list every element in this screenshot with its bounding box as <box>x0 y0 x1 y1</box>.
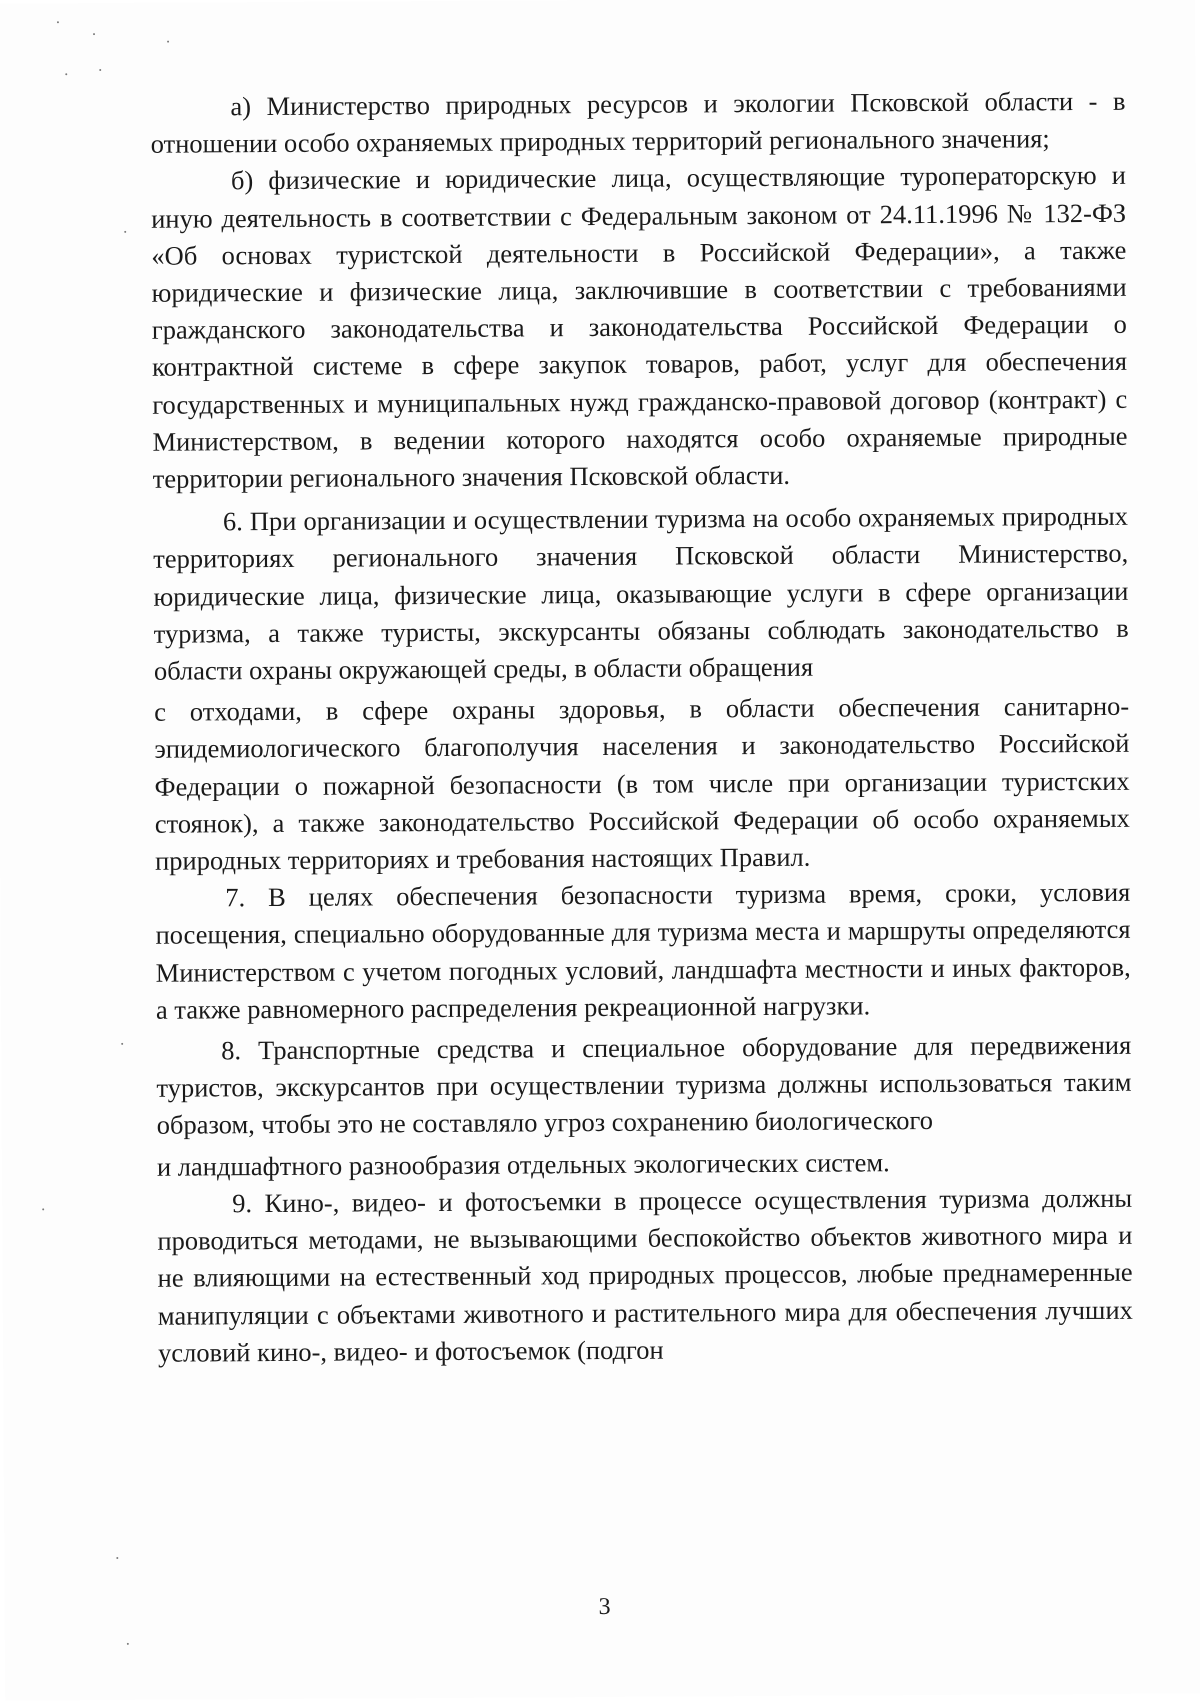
scan-speck <box>124 231 126 233</box>
paragraph-9: 9. Кино-, видео- и фотосъемки в процессе осуществления туризма должны проводиться методами, не вызывающими беспокойство объектов животного мира и не влияющими на естественный ход природных процессов, любые преднамеренные манипуляции с объектами животного и растительного мира для обеспечения лучших условий кино-, видео- и фотосъемок (подгон <box>157 1182 1133 1368</box>
scan-speck <box>127 1643 129 1645</box>
scan-speck <box>57 21 59 23</box>
paragraph-item-b: б) физические и юридические лица, осуществляющие туроператорскую и иную деятельность в соответствии с Федеральным законом от 24.11.1996 № 132-ФЗ «Об основах туристской деятельности в Российской Федерации», а также юридические и физические лица, заключившие в соответствии с требованиями гражданского законодательства и законодательства Российской Федерации о контрактной системе в сфере закупок товаров, работ, услуг для обеспечения государственных и муниципальных нужд гражданско-правовой договор (контракт) с Министерством, в ведении которого находятся особо охраняемые природные территории регионального значения Псковской области. <box>151 160 1128 494</box>
paragraph-6-continuation: с отходами, в сфере охраны здоровья, в области обеспечения санитарно-эпидемиологического благополучия населения и законодательство Российской Федерации о пожарной безопасности (в том числе при организации туристских стоянок), а также законодательство Российской Федерации об особо охраняемых природных территориях и требования настоящих Правил. <box>154 691 1130 876</box>
paragraph-7: 7. В целях обеспечения безопасности туризма время, сроки, условия посещения, специально оборудованные для туризма места и маршруты определяются Министерством с учетом погодных условий, ландшафта местности и иных факторов, а также равномерного распределения рекреационной нагрузки. <box>155 877 1131 1025</box>
paragraph-item-a: а) Министерство природных ресурсов и экологии Псковской области - в отношении особо охраняемых природных территорий регионального значения; <box>150 85 1126 159</box>
paragraph-8-continuation: и ландшафтного разнообразия отдельных экологических систем. <box>156 1146 890 1182</box>
scan-speck <box>93 33 95 35</box>
scan-speck <box>99 69 101 71</box>
scan-speck <box>116 1557 118 1559</box>
paragraph-6: 6. При организации и осуществлении туризма на особо охраняемых природных территориях регионального значения Псковской области Министерство, юридические лица, физические лица, оказывающие услуги в сфере организации туризма, а также туристы, экскурсанты обязаны соблюдать законодательство в области охраны окружающей среды, в области обращения <box>153 501 1129 686</box>
paragraph-8: 8. Транспортные средства и специальное оборудование для передвижения туристов, экскурсантов при осуществлении туризма должны использоваться таким образом, чтобы это не составляло угроз сохранению биологического <box>156 1029 1132 1141</box>
scan-speck <box>167 41 169 43</box>
document-body <box>150 83 1133 1372</box>
page-number: 3 <box>598 1593 611 1621</box>
scan-speck <box>42 1208 44 1210</box>
scan-speck <box>65 73 67 75</box>
scan-speck <box>121 1043 123 1045</box>
